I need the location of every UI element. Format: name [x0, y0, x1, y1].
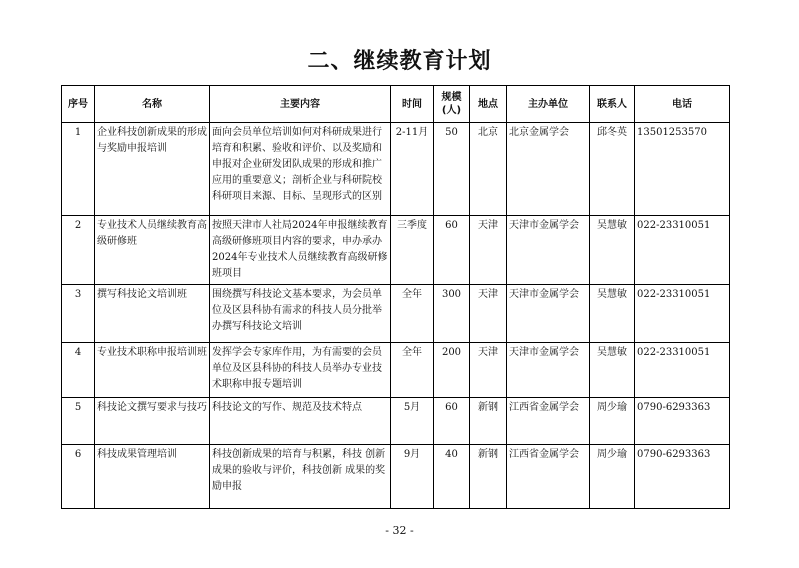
cell-place: 新钢 [470, 445, 507, 509]
header-content: 主要内容 [210, 86, 391, 123]
cell-place: 天津 [470, 343, 507, 398]
cell-scale: 60 [434, 216, 470, 285]
cell-organizer: 江西省金属学会 [507, 398, 590, 445]
cell-no: 6 [62, 445, 95, 509]
table-row [62, 445, 730, 509]
header-organizer: 主办单位 [507, 86, 590, 123]
cell-no: 4 [62, 343, 95, 398]
cell-contact: 吴慧敏 [590, 343, 635, 398]
cell-no: 3 [62, 285, 95, 343]
cell-place: 北京 [470, 123, 507, 216]
table-row [62, 398, 730, 445]
cell-no: 2 [62, 216, 95, 285]
cell-place: 新钢 [470, 398, 507, 445]
cell-time: 2-11月 [391, 123, 434, 216]
cell-organizer: 北京金属学会 [507, 123, 590, 216]
cell-organizer: 天津市金属学会 [507, 343, 590, 398]
cell-name: 撰写科技论文培训班 [95, 285, 210, 343]
table-row [62, 123, 730, 216]
cell-phone: 13501253570 [635, 123, 730, 216]
cell-phone: 022-23310051 [635, 343, 730, 398]
cell-no: 5 [62, 398, 95, 445]
table-header-row [62, 86, 730, 123]
cell-contact: 周少瑜 [590, 445, 635, 509]
cell-time: 全年 [391, 343, 434, 398]
cell-scale: 60 [434, 398, 470, 445]
cell-organizer: 天津市金属学会 [507, 285, 590, 343]
header-phone: 电话 [635, 86, 730, 123]
cell-phone: 022-23310051 [635, 216, 730, 285]
cell-time: 9月 [391, 445, 434, 509]
header-scale: 规模 (人) [434, 86, 470, 123]
cell-contact: 吴慧敏 [590, 285, 635, 343]
cell-scale: 50 [434, 123, 470, 216]
header-name: 名称 [95, 86, 210, 123]
cell-scale: 40 [434, 445, 470, 509]
header-contact: 联系人 [590, 86, 635, 123]
cell-phone: 0790-6293363 [635, 445, 730, 509]
cell-content: 围绕撰写科技论文基本要求，为会员单位及区县科协有需求的科技人员分批举办撰写科技论文培训 [210, 285, 391, 343]
cell-name: 科技成果管理培训 [95, 445, 210, 509]
cell-scale: 300 [434, 285, 470, 343]
cell-contact: 周少瑜 [590, 398, 635, 445]
cell-name: 专业技术职称申报培训班 [95, 343, 210, 398]
cell-contact: 吴慧敏 [590, 216, 635, 285]
cell-phone: 022-23310051 [635, 285, 730, 343]
cell-phone: 0790-6293363 [635, 398, 730, 445]
table-row [62, 343, 730, 398]
cell-place: 天津 [470, 285, 507, 343]
cell-content: 按照天津市人社局2024年申报继续教育高级研修班项目内容的要求，申办承办2024年专业技术人员继续教育高级研修班项目 [210, 216, 391, 285]
cell-time: 全年 [391, 285, 434, 343]
cell-name: 企业科技创新成果的形成与奖励申报培训 [95, 123, 210, 216]
cell-contact: 邱冬英 [590, 123, 635, 216]
education-plan-table [61, 85, 730, 509]
cell-content: 面向会员单位培训如何对科研成果进行培育和积累、验收和评价、以及奖励和申报对企业研发团队成果的形成和推广应用的重要意义；剖析企业与科研院校科研项目来源、目标、呈现形式的区别 [210, 123, 391, 216]
page-title: 二、继续教育计划 [307, 49, 492, 74]
cell-content: 发挥学会专家库作用，为有需要的会员单位及区县科协的科技人员举办专业技术职称申报专题培训 [210, 343, 391, 398]
cell-time: 5月 [391, 398, 434, 445]
header-place: 地点 [470, 86, 507, 123]
header-time: 时间 [391, 86, 434, 123]
cell-place: 天津 [470, 216, 507, 285]
header-no: 序号 [62, 86, 95, 123]
page-number: - 32 - [385, 524, 414, 537]
cell-organizer: 天津市金属学会 [507, 216, 590, 285]
cell-content: 科技创新成果的培育与积累，科技 创新成果的验收与评价，科技创新 成果的奖励申报 [210, 445, 391, 509]
cell-scale: 200 [434, 343, 470, 398]
table-row [62, 216, 730, 285]
cell-name: 专业技术人员继续教育高级研修班 [95, 216, 210, 285]
cell-name: 科技论文撰写要求与技巧 [95, 398, 210, 445]
cell-content: 科技论文的写作、规范及技术特点 [210, 398, 391, 445]
cell-organizer: 江西省金属学会 [507, 445, 590, 509]
cell-no: 1 [62, 123, 95, 216]
cell-time: 三季度 [391, 216, 434, 285]
table-row [62, 285, 730, 343]
